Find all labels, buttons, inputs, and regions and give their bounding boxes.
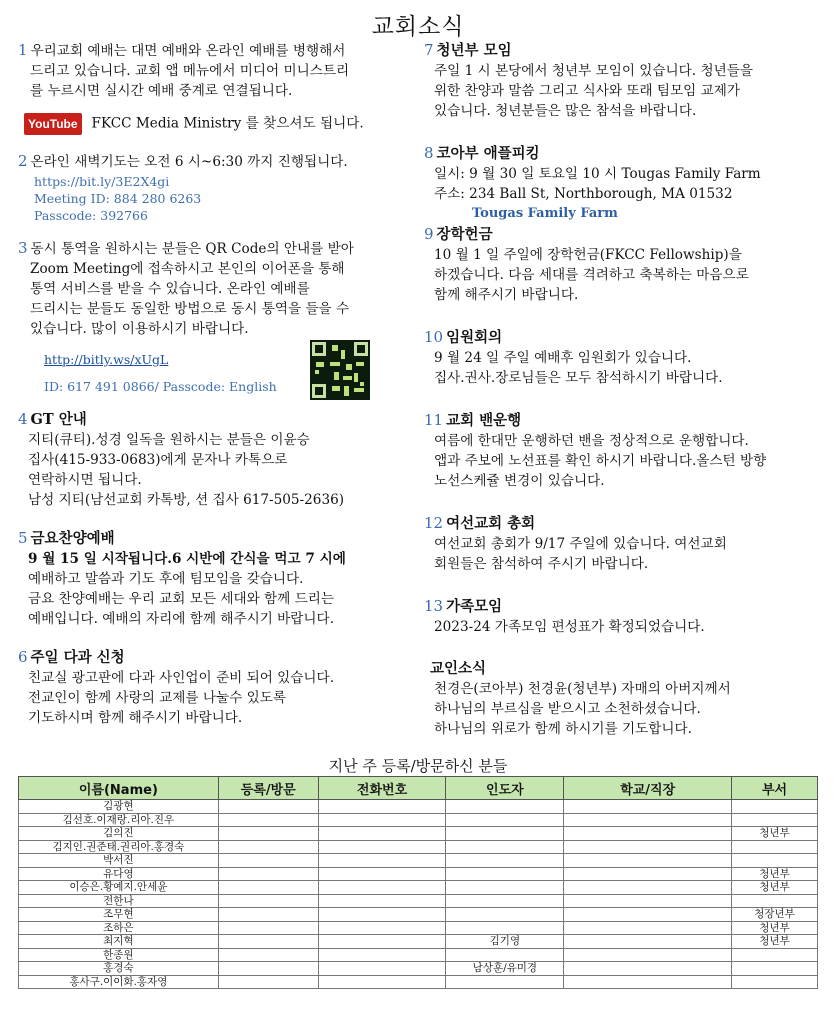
page-title: 교회소식: [371, 14, 465, 40]
table-cell: [446, 894, 564, 908]
table-cell: [218, 867, 318, 881]
table-row: [19, 854, 818, 868]
left-column: [18, 40, 413, 728]
table-cell: [446, 867, 564, 881]
table-cell: 남상훈/유미경: [446, 962, 564, 976]
table-cell: [218, 800, 318, 814]
table-cell: [318, 800, 446, 814]
youtube-logo: YouTube: [24, 113, 82, 135]
table-cell: [564, 908, 732, 922]
table-row: [19, 908, 818, 922]
table-cell: 김광현: [19, 800, 219, 814]
notice-9: 9 장학헌금 10 월 1 일 주일에 장학헌금(FKCC Fellowship)을 하겠습니다. 다음 세대를 격려하고 축복하는 마음으로 함께 해주시기 바랍니다.: [424, 225, 749, 303]
table-cell: 청년부: [732, 827, 818, 841]
farm-link[interactable]: Tougas Family Farm: [472, 206, 618, 221]
table-cell: [218, 962, 318, 976]
notice-10: 10 임원회의 9 월 24 일 주일 예배후 임원회가 있습니다. 집사.권사.장로님들은 모두 참석하시기 바랍니다.: [424, 328, 723, 386]
table-cell: 조하은: [19, 921, 219, 935]
table-cell: [318, 813, 446, 827]
table-cell: [732, 975, 818, 989]
dawn-prayer-link[interactable]: https://bit.ly/3E2X4gi: [34, 174, 170, 189]
table-cell: [218, 894, 318, 908]
table-cell: 청년부: [732, 921, 818, 935]
table-cell: [218, 854, 318, 868]
notice-12: 12 여선교회 총회 여선교회 총회가 9/17 주일에 있습니다. 여선교회 회원들은 참석하여 주시기 바랍니다.: [424, 514, 727, 572]
table-cell: 한종원: [19, 948, 219, 962]
table-row: [19, 881, 818, 895]
interpretation-id: ID: 617 491 0866/ Passcode: English: [44, 379, 277, 394]
table-cell: [446, 921, 564, 935]
table-cell: [446, 975, 564, 989]
table-cell: 김선호.이재랑.리아.진우: [19, 813, 219, 827]
visitor-table-title: 지난 주 등록/방문하신 분들: [328, 757, 508, 775]
table-cell: [218, 840, 318, 854]
table-cell: 청년부: [732, 881, 818, 895]
table-cell: [564, 867, 732, 881]
table-cell: 청장년부: [732, 908, 818, 922]
table-cell: [446, 854, 564, 868]
col-phone: 전화번호: [318, 777, 446, 800]
notice-2: 2 온라인 새벽기도는 오전 6 시~6:30 까지 진행됩니다. https://bit.ly/3E2X4gi Meeting ID: 884 280 6263 Passcode: 392766: [18, 151, 413, 224]
table-cell: [318, 881, 446, 895]
table-cell: 홍경숙: [19, 962, 219, 976]
table-row: [19, 827, 818, 841]
table-cell: 김의진: [19, 827, 219, 841]
visitor-table: [18, 776, 818, 989]
table-cell: [564, 854, 732, 868]
table-cell: [564, 894, 732, 908]
passcode: Passcode: 392766: [34, 208, 148, 223]
table-cell: [218, 908, 318, 922]
table-header-row: [19, 777, 818, 800]
table-cell: [564, 827, 732, 841]
interpretation-link[interactable]: http://bitly.ws/xUgL: [44, 352, 169, 367]
table-row: [19, 800, 818, 814]
table-cell: [732, 894, 818, 908]
table-cell: [732, 800, 818, 814]
meeting-id: Meeting ID: 884 280 6263: [34, 191, 202, 206]
table-cell: [732, 840, 818, 854]
table-cell: [318, 908, 446, 922]
table-cell: [446, 800, 564, 814]
notice-4: 4 GT 안내 지티(큐티).성경 일독을 원하시는 분들은 이윤승 집사(415-933-0683)에게 문자나 카톡으로 연락하시면 됩니다. 남성 지티(남선교회 카톡방, 션 집사 617-505-2636): [18, 410, 345, 508]
table-cell: 홍사구.이이화.홍자영: [19, 975, 219, 989]
table-cell: 청년부: [732, 935, 818, 949]
table-cell: 최지혁: [19, 935, 219, 949]
table-cell: [218, 948, 318, 962]
table-cell: [564, 813, 732, 827]
table-cell: [318, 827, 446, 841]
table-cell: [564, 921, 732, 935]
table-cell: [218, 813, 318, 827]
table-cell: [446, 881, 564, 895]
table-cell: [318, 962, 446, 976]
col-school: 학교/직장: [564, 777, 732, 800]
table-row: [19, 894, 818, 908]
member-news: 교인소식 천경은(코아부) 천경윤(청년부) 자매의 아버지께서 하나님의 부르심을 받으시고 소천하셨습니다. 하나님의 위로가 함께 하시기를 기도합니다.: [430, 660, 731, 737]
table-cell: [564, 935, 732, 949]
table-cell: [318, 894, 446, 908]
table-cell: 청년부: [732, 867, 818, 881]
notice-8: 8 코아부 애플피킹 일시: 9 월 30 일 토요일 10 시 Tougas Family Farm 주소: 234 Ball St, Northborough, MA 01532 Tougas Family Farm: [424, 143, 819, 224]
col-dept: 부서: [732, 777, 818, 800]
table-cell: [218, 881, 318, 895]
notice-3: 3 동시 통역을 원하시는 분들은 QR Code의 안내를 받아 Zoom Meeting에 접속하시고 본인의 이어폰을 통해 통역 서비스를 받을 수 있습니다. 온라인 예배를 드리시는 분들도 동일한 방법으로 동시 통역을 들을 수 있습니다. 많이 이용하시기 바랍니다. http://bitly.ws/xUgL ID: 617 491 0866/ Passcode: English: [18, 238, 413, 395]
table-cell: [446, 813, 564, 827]
notice-7: 7 청년부 모임 주일 1 시 본당에서 청년부 모임이 있습니다. 청년들을 위한 찬양과 말씀 그리고 식사와 또래 팀모임 교제가 있습니다. 청년분들은 많은 참석을 바랍니다.: [424, 41, 753, 119]
table-cell: [446, 908, 564, 922]
notice-5: 5 금요찬양예배 9 월 15 일 시작됩니다.6 시반에 간식을 먹고 7 시에 예배하고 말씀과 기도 후에 팀모임을 갖습니다. 금요 찬양예배는 우리 교회 모든 세대와 함께 드리는 예배입니다. 예배의 자리에 함께 해주시기 바랍니다.: [18, 529, 346, 627]
table-cell: [564, 800, 732, 814]
table-cell: [218, 921, 318, 935]
col-status: 등록/방문: [218, 777, 318, 800]
table-cell: 박서진: [19, 854, 219, 868]
table-cell: [318, 948, 446, 962]
table-row: [19, 813, 818, 827]
table-cell: [564, 962, 732, 976]
notice-11: 11 교회 밴운행 여름에 한대만 운행하던 밴을 정상적으로 운행합니다. 앱과 주보에 노선표를 확인 하시기 바랍니다.올스턴 방향 노선스케쥴 변경이 있습니다.: [424, 411, 767, 489]
table-row: [19, 921, 818, 935]
table-cell: [318, 921, 446, 935]
table-cell: 조무현: [19, 908, 219, 922]
table-row: [19, 840, 818, 854]
table-cell: [318, 840, 446, 854]
table-cell: [564, 881, 732, 895]
table-row: [19, 935, 818, 949]
table-cell: 전한나: [19, 894, 219, 908]
table-cell: 김지인.권준태.권리아.홍경숙: [19, 840, 219, 854]
table-cell: [732, 948, 818, 962]
table-row: [19, 948, 818, 962]
table-cell: [446, 840, 564, 854]
notice-13: 13 가족모임 2023-24 가족모임 편성표가 확정되었습니다.: [424, 597, 705, 635]
table-cell: [318, 975, 446, 989]
table-cell: [318, 935, 446, 949]
table-cell: [732, 854, 818, 868]
table-cell: [732, 962, 818, 976]
table-cell: 김기영: [446, 935, 564, 949]
notice-1: 1 우리교회 예배는 대면 예배와 온라인 예배를 병행해서 드리고 있습니다. 교회 앱 메뉴에서 미디어 미니스트리 를 누르시면 실시간 예배 중계로 연결됩니다. YouTube FKCC Media Ministry 를 찾으셔도 됩니다.: [18, 40, 413, 135]
table-cell: [446, 948, 564, 962]
table-row: [19, 975, 818, 989]
table-cell: [446, 827, 564, 841]
table-cell: 이승은.황예지.안세윤: [19, 881, 219, 895]
table-cell: [318, 854, 446, 868]
col-guide: 인도자: [446, 777, 564, 800]
table-cell: [318, 867, 446, 881]
table-cell: [218, 935, 318, 949]
table-cell: [564, 948, 732, 962]
table-cell: [564, 975, 732, 989]
table-cell: [218, 827, 318, 841]
table-row: [19, 962, 818, 976]
table-cell: [564, 840, 732, 854]
right-column: [424, 40, 819, 739]
table-cell: [732, 813, 818, 827]
notice-6: 6 주일 다과 신청 친교실 광고판에 다과 사인업이 준비 되어 있습니다. 전교인이 함께 사랑의 교제를 나눌수 있도록 기도하시며 함께 해주시기 바랍니다.: [18, 648, 335, 726]
qr-code-icon[interactable]: [310, 340, 370, 400]
col-name: 이름(Name): [19, 777, 219, 800]
table-cell: 유다영: [19, 867, 219, 881]
table-cell: [218, 975, 318, 989]
table-row: [19, 867, 818, 881]
